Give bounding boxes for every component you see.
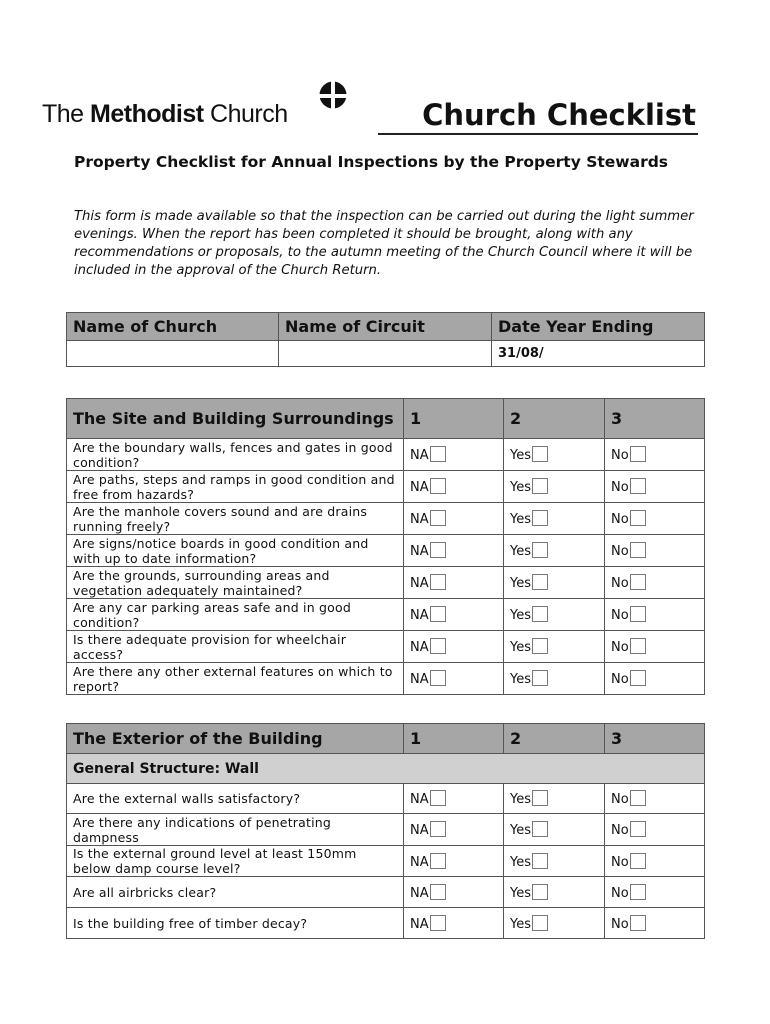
option-no <box>605 439 705 471</box>
no-checkbox[interactable] <box>630 790 646 806</box>
option-yes <box>504 814 605 846</box>
column-1-header: 1 <box>404 724 504 754</box>
no-checkbox[interactable] <box>630 606 646 622</box>
no-checkbox[interactable] <box>630 446 646 462</box>
intro-paragraph: This form is made available so that the inspection can be carried out during the light summer evenings. When the report has been completed it should be brought, along with any recommendations or proposals, to the autumn meeting of the Church Council where it will be included in the approval of the Church Return. <box>74 209 694 278</box>
option-na <box>404 471 504 503</box>
option-label: NA <box>410 512 429 527</box>
yes-checkbox[interactable] <box>532 821 548 837</box>
option-label: Yes <box>510 672 531 687</box>
checklist-row <box>67 908 705 939</box>
option-label: Yes <box>510 792 531 807</box>
option-na <box>404 663 504 695</box>
option-label: NA <box>410 792 429 807</box>
option-yes <box>504 439 605 471</box>
form-subtitle: Property Checklist for Annual Inspections by the Property Stewards <box>74 153 669 171</box>
checklist-row <box>67 599 705 631</box>
option-label: NA <box>410 448 429 463</box>
option-label: No <box>611 640 629 655</box>
name-of-circuit-field[interactable] <box>279 341 492 367</box>
no-checkbox[interactable] <box>630 670 646 686</box>
option-label: No <box>611 672 629 687</box>
yes-checkbox[interactable] <box>532 853 548 869</box>
column-3-header: 3 <box>605 724 705 754</box>
option-yes <box>504 599 605 631</box>
option-label: No <box>611 480 629 495</box>
option-label: NA <box>410 885 429 901</box>
name-of-church-header: Name of Church <box>67 313 279 341</box>
option-yes <box>504 567 605 599</box>
option-label: Yes <box>510 885 531 901</box>
option-yes <box>504 535 605 567</box>
option-label: No <box>611 512 629 527</box>
option-label: NA <box>410 672 429 687</box>
option-yes <box>504 846 605 877</box>
methodist-logo: The Methodist Church <box>42 100 288 128</box>
no-checkbox[interactable] <box>630 478 646 494</box>
na-checkbox[interactable] <box>430 790 446 806</box>
option-yes <box>504 784 605 814</box>
option-label: NA <box>410 916 429 932</box>
option-no <box>605 471 705 503</box>
na-checkbox[interactable] <box>430 606 446 622</box>
option-label: No <box>611 916 629 932</box>
yes-checkbox[interactable] <box>532 670 548 686</box>
yes-checkbox[interactable] <box>532 510 548 526</box>
option-yes <box>504 877 605 908</box>
option-no <box>605 631 705 663</box>
checklist-row <box>67 471 705 503</box>
option-label: NA <box>410 576 429 591</box>
checklist-row <box>67 846 705 877</box>
yes-checkbox[interactable] <box>532 478 548 494</box>
no-checkbox[interactable] <box>630 574 646 590</box>
na-checkbox[interactable] <box>430 446 446 462</box>
yes-checkbox[interactable] <box>532 606 548 622</box>
column-2-header: 2 <box>504 399 605 439</box>
checklist-row <box>67 567 705 599</box>
na-checkbox[interactable] <box>430 478 446 494</box>
checklist-row <box>67 663 705 695</box>
yes-checkbox[interactable] <box>532 638 548 654</box>
option-label: Yes <box>510 576 531 591</box>
no-checkbox[interactable] <box>630 915 646 931</box>
checklist-row <box>67 439 705 471</box>
option-no <box>605 535 705 567</box>
option-label: Yes <box>510 823 531 838</box>
option-label: Yes <box>510 608 531 623</box>
option-yes <box>504 471 605 503</box>
name-of-circuit-header: Name of Circuit <box>279 313 492 341</box>
option-label: NA <box>410 544 429 559</box>
na-checkbox[interactable] <box>430 542 446 558</box>
option-na <box>404 877 504 908</box>
no-checkbox[interactable] <box>630 853 646 869</box>
option-label: No <box>611 608 629 623</box>
option-label: Yes <box>510 480 531 495</box>
checklist-row <box>67 503 705 535</box>
option-yes <box>504 503 605 535</box>
question-text: Are any car parking areas safe and in good condition? <box>67 599 404 631</box>
option-no <box>605 599 705 631</box>
exterior-checklist-table <box>66 723 705 939</box>
question-text: Are there any indications of penetrating dampness <box>67 814 404 846</box>
checklist-row <box>67 535 705 567</box>
na-checkbox[interactable] <box>430 574 446 590</box>
option-label: No <box>611 792 629 807</box>
option-na <box>404 567 504 599</box>
column-3-header: 3 <box>605 399 705 439</box>
option-label: No <box>611 823 629 838</box>
option-label: No <box>611 854 629 870</box>
question-text: Are the manhole covers sound and are drains running freely? <box>67 503 404 535</box>
na-checkbox[interactable] <box>430 915 446 931</box>
option-na <box>404 631 504 663</box>
yes-checkbox[interactable] <box>532 915 548 931</box>
name-of-church-field[interactable] <box>67 341 279 367</box>
yes-checkbox[interactable] <box>532 574 548 590</box>
document-title: Church Checklist <box>422 98 696 132</box>
option-no <box>605 846 705 877</box>
date-year-ending-field[interactable]: 31/08/ <box>492 341 705 367</box>
option-no <box>605 663 705 695</box>
na-checkbox[interactable] <box>430 884 446 900</box>
na-checkbox[interactable] <box>430 510 446 526</box>
option-label: Yes <box>510 640 531 655</box>
site-section-title: The Site and Building Surroundings <box>67 399 404 439</box>
option-na <box>404 846 504 877</box>
no-checkbox[interactable] <box>630 510 646 526</box>
church-info-table <box>66 312 705 367</box>
question-text: Is the building free of timber decay? <box>67 908 404 939</box>
option-label: NA <box>410 608 429 623</box>
option-na <box>404 784 504 814</box>
option-no <box>605 877 705 908</box>
na-checkbox[interactable] <box>430 853 446 869</box>
option-no <box>605 908 705 939</box>
option-label: NA <box>410 854 429 870</box>
column-1-header: 1 <box>404 399 504 439</box>
option-label: No <box>611 885 629 901</box>
exterior-section-title: The Exterior of the Building <box>67 724 404 754</box>
question-text: Are the grounds, surrounding areas and vegetation adequately maintained? <box>67 567 404 599</box>
yes-checkbox[interactable] <box>532 542 548 558</box>
option-yes <box>504 631 605 663</box>
option-label: No <box>611 544 629 559</box>
option-no <box>605 814 705 846</box>
no-checkbox[interactable] <box>630 638 646 654</box>
question-text: Are all airbricks clear? <box>67 877 404 908</box>
option-yes <box>504 908 605 939</box>
option-yes <box>504 663 605 695</box>
option-label: Yes <box>510 512 531 527</box>
title-rule <box>378 133 698 135</box>
option-label: NA <box>410 480 429 495</box>
option-label: Yes <box>510 448 531 463</box>
yes-checkbox[interactable] <box>532 790 548 806</box>
option-label: No <box>611 448 629 463</box>
option-na <box>404 503 504 535</box>
option-na <box>404 814 504 846</box>
option-label: Yes <box>510 854 531 870</box>
column-2-header: 2 <box>504 724 605 754</box>
yes-checkbox[interactable] <box>532 884 548 900</box>
option-na <box>404 908 504 939</box>
option-na <box>404 535 504 567</box>
no-checkbox[interactable] <box>630 821 646 837</box>
na-checkbox[interactable] <box>430 638 446 654</box>
checklist-row <box>67 631 705 663</box>
checklist-row <box>67 784 705 814</box>
question-text: Is there adequate provision for wheelchair access? <box>67 631 404 663</box>
yes-checkbox[interactable] <box>532 446 548 462</box>
option-na <box>404 599 504 631</box>
wall-subheading: General Structure: Wall <box>67 754 705 784</box>
question-text: Are the boundary walls, fences and gates in good condition? <box>67 439 404 471</box>
na-checkbox[interactable] <box>430 821 446 837</box>
date-year-ending-header: Date Year Ending <box>492 313 705 341</box>
option-label: NA <box>410 640 429 655</box>
no-checkbox[interactable] <box>630 884 646 900</box>
option-no <box>605 784 705 814</box>
site-checklist-table <box>66 398 705 695</box>
no-checkbox[interactable] <box>630 542 646 558</box>
option-no <box>605 503 705 535</box>
checklist-row <box>67 877 705 908</box>
question-text: Are there any other external features on which to report? <box>67 663 404 695</box>
option-label: No <box>611 576 629 591</box>
question-text: Is the external ground level at least 150mm below damp course level? <box>67 846 404 877</box>
option-na <box>404 439 504 471</box>
checklist-row <box>67 814 705 846</box>
option-label: Yes <box>510 544 531 559</box>
option-label: Yes <box>510 916 531 932</box>
option-label: NA <box>410 823 429 838</box>
question-text: Are signs/notice boards in good condition and with up to date information? <box>67 535 404 567</box>
question-text: Are paths, steps and ramps in good condition and free from hazards? <box>67 471 404 503</box>
page-header <box>40 78 698 134</box>
methodist-cross-icon <box>319 81 347 109</box>
na-checkbox[interactable] <box>430 670 446 686</box>
option-no <box>605 567 705 599</box>
question-text: Are the external walls satisfactory? <box>67 784 404 814</box>
